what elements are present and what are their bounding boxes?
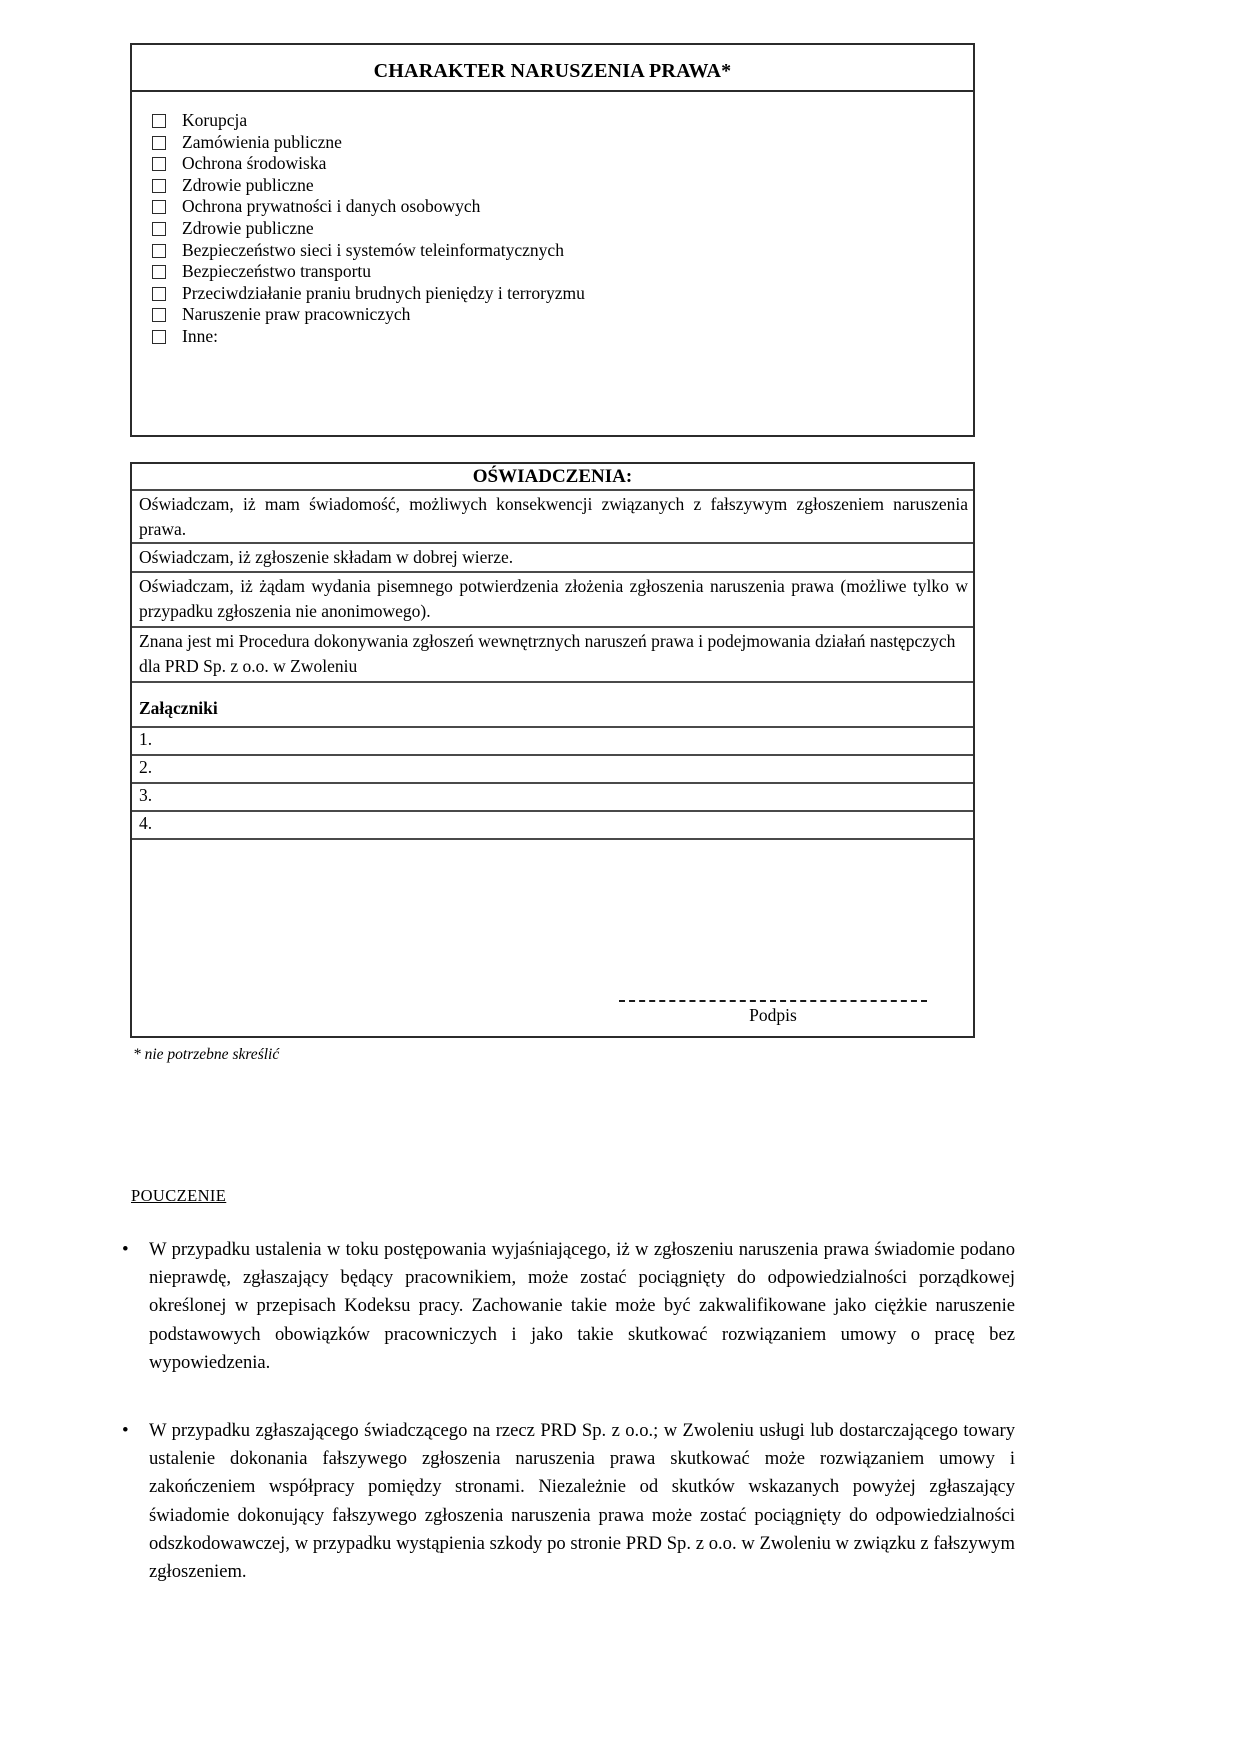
option-row [152, 326, 963, 348]
advisory-heading-text: POUCZENIE [131, 1186, 227, 1205]
option-row [152, 110, 963, 132]
checkbox[interactable] [152, 114, 166, 128]
signature-area [132, 840, 973, 1035]
option-row [152, 218, 963, 240]
attachments-header: Załączniki [132, 683, 973, 728]
statement-row: Znana jest mi Procedura dokonywania zgłoszeń wewnętrznych naruszeń prawa i podejmowania działań następczych dla PRD Sp. z o.o. w Zwoleniu [132, 628, 973, 683]
statement-row: Oświadczam, iż żądam wydania pisemnego potwierdzenia złożenia zgłoszenia naruszenia prawa (możliwe tylko w przypadku zgłoszenia nie anonimowego). [132, 573, 973, 628]
signature-label: Podpis [749, 1005, 797, 1025]
attachment-row[interactable] [132, 756, 973, 784]
attachment-number: 1. [139, 729, 153, 749]
checkbox[interactable] [152, 265, 166, 279]
advisory-bullet-text: W przypadku zgłaszającego świadczącego na rzecz PRD Sp. z o.o.; w Zwoleniu usługi lub dostarczającego towary ustalenie dokonania fałszywego zgłoszenia naruszenia prawa skutkować może rozwiązaniem umowy i zakończeniem współpracy pomiędzy stronami. Niezależnie od skutków wskazanych powyżej zgłaszający świadomie dokonujący fałszywego zgłoszenia naruszenia prawa może zostać pociągnięty do odpowiedzialności odszkodowawczej, w przypadku wystąpienia szkody po stronie PRD Sp. z o.o. w Zwoleniu w związku z fałszywym zgłoszeniem. [149, 1420, 1015, 1583]
attachment-number: 2. [139, 757, 153, 777]
option-label: Inne: [182, 325, 218, 346]
bullet-icon: • [122, 1239, 129, 1260]
attachment-number: 4. [139, 813, 153, 833]
declarations-section [130, 462, 975, 1038]
violation-title: CHARAKTER NARUSZENIA PRAWA* [132, 45, 973, 92]
attachment-row[interactable] [132, 728, 973, 756]
option-label: Zamówienia publiczne [182, 131, 342, 152]
option-label: Naruszenie praw pracowniczych [182, 304, 411, 325]
checkbox[interactable] [152, 330, 166, 344]
bullet-icon: • [122, 1420, 129, 1442]
advisory-list [122, 1236, 1015, 1626]
advisory-bullet-item [122, 1236, 1015, 1377]
option-row [152, 261, 963, 283]
checkbox[interactable] [152, 308, 166, 322]
option-label: Ochrona środowiska [182, 153, 327, 174]
statement-row: Oświadczam, iż zgłoszenie składam w dobrej wierze. [132, 544, 973, 573]
option-label: Ochrona prywatności i danych osobowych [182, 196, 481, 217]
option-row [152, 196, 963, 218]
checkbox[interactable] [152, 287, 166, 301]
checkbox[interactable] [152, 244, 166, 258]
checkbox[interactable] [152, 179, 166, 193]
checkbox[interactable] [152, 136, 166, 150]
advisory-bullet-item [122, 1417, 1015, 1586]
option-label: Zdrowie publiczne [182, 217, 314, 238]
violation-options-list [132, 92, 973, 348]
checkbox[interactable] [152, 200, 166, 214]
option-label: Przeciwdziałanie praniu brudnych pieniędzy i terroryzmu [182, 282, 585, 303]
declarations-title: OŚWIADCZENIA: [132, 464, 973, 491]
attachment-number: 3. [139, 785, 153, 805]
advisory-bullet-text: W przypadku ustalenia w toku postępowania wyjaśniającego, iż w zgłoszeniu naruszenia prawa świadomie podano nieprawdę, zgłaszający będący pracownikiem, może zostać pociągnięty do odpowiedzialności porządkowej określonej w przepisach Kodeksu pracy. Zachowanie takie może być zakwalifikowane jako ciężkie naruszenie podstawowych obowiązków pracowniczych i jako takie skutkować rozwiązaniem umowy o pracę bez wypowiedzenia. [149, 1239, 1015, 1373]
option-label: Korupcja [182, 110, 248, 130]
signature-block [619, 1000, 927, 1026]
attachment-row[interactable] [132, 812, 973, 840]
footnote: * nie potrzebne skreślić [133, 1046, 280, 1063]
violation-section [130, 43, 975, 437]
option-row [152, 175, 963, 197]
statement-row: Oświadczam, iż mam świadomość, możliwych konsekwencji związanych z fałszywym zgłoszeniem naruszenia prawa. [132, 491, 973, 544]
checkbox[interactable] [152, 222, 166, 236]
option-row [152, 240, 963, 262]
option-label: Bezpieczeństwo transportu [182, 261, 372, 282]
option-row [152, 304, 963, 326]
option-label: Bezpieczeństwo sieci i systemów teleinformatycznych [182, 239, 564, 260]
option-row [152, 283, 963, 305]
checkbox[interactable] [152, 157, 166, 171]
advisory-heading [131, 1186, 226, 1206]
option-label: Zdrowie publiczne [182, 174, 314, 195]
option-row [152, 132, 963, 154]
option-row [152, 153, 963, 175]
attachment-row[interactable] [132, 784, 973, 812]
